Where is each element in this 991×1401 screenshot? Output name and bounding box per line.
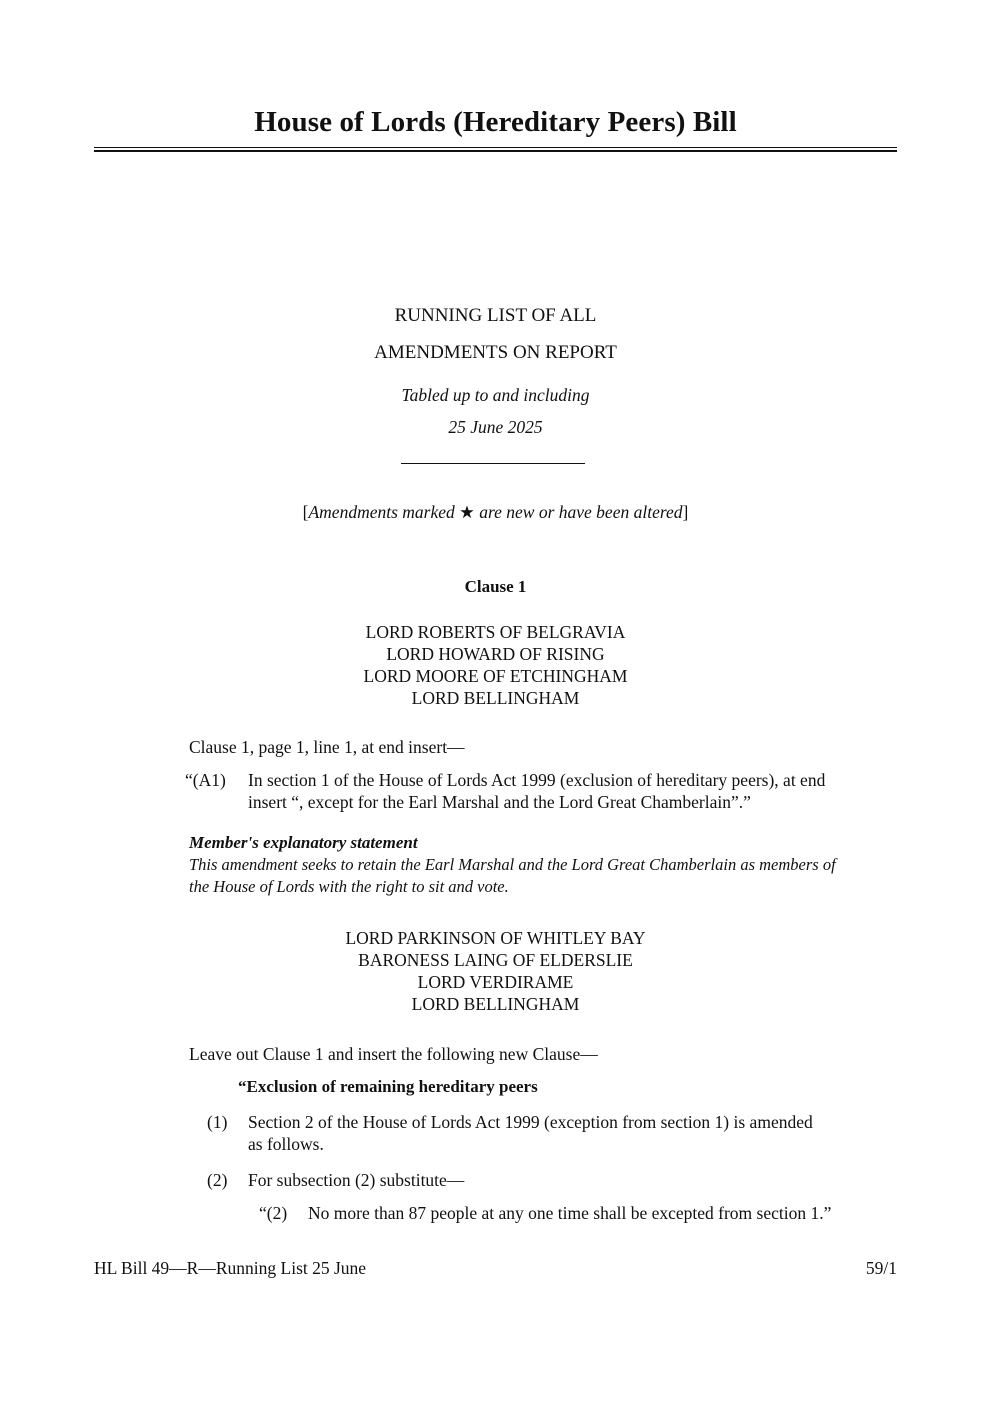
sponsor-name: LORD MOORE OF ETCHINGHAM: [363, 666, 628, 686]
explanatory-statement-line1: This amendment seeks to retain the Earl Marshal and the Lord Great Chamberlain as members of: [189, 855, 836, 874]
footer-page-number: 59/1: [865, 1258, 897, 1278]
amendment-2-instruction: Leave out Clause 1 and insert the following new Clause—: [189, 1044, 598, 1064]
sponsor-name: LORD HOWARD OF RISING: [386, 644, 605, 664]
star-icon: ★: [459, 502, 475, 522]
sponsor-name: LORD PARKINSON OF WHITLEY BAY: [345, 928, 646, 948]
title-rule-thick: [94, 150, 897, 152]
note-text-after: are new or have been altered: [474, 502, 683, 522]
subsection-2-number: (2): [207, 1170, 228, 1190]
clause-heading: Clause 1: [464, 577, 527, 596]
substituted-text: No more than 87 people at any one time shall be excepted from section 1.”: [308, 1203, 832, 1223]
sponsor-name: BARONESS LAING OF ELDERSLIE: [358, 950, 633, 970]
new-clause-heading: “Exclusion of remaining hereditary peers: [238, 1077, 538, 1096]
sponsor-name: LORD BELLINGHAM: [411, 994, 580, 1014]
subsection-1-line2: as follows.: [248, 1134, 324, 1154]
note-close-bracket: ]: [682, 502, 689, 522]
amendment-1-instruction: Clause 1, page 1, line 1, at end insert—: [189, 737, 465, 757]
footer-bill-reference: HL Bill 49—R—Running List 25 June: [94, 1258, 367, 1278]
amendment-2-sponsors: [0, 927, 991, 1015]
note-open-bracket: [: [302, 502, 309, 522]
divider-rule: [401, 463, 585, 464]
tabled-date: 25 June 2025: [448, 417, 543, 437]
sponsor-name: LORD BELLINGHAM: [411, 688, 580, 708]
title-rule-thin: [94, 147, 897, 148]
note-text-before: Amendments marked: [308, 502, 460, 522]
sponsor-name: LORD ROBERTS OF BELGRAVIA: [365, 622, 626, 642]
tabled-line1: Tabled up to and including: [401, 385, 590, 405]
substituted-number: “(2): [259, 1203, 288, 1223]
amendment-1-insert-line2: insert “, except for the Earl Marshal and the Lord Great Chamberlain”.”: [248, 792, 751, 812]
subsection-2-line1: For subsection (2) substitute—: [248, 1170, 465, 1190]
running-list-heading-line2: AMENDMENTS ON REPORT: [374, 342, 617, 363]
explanatory-statement-line2: the House of Lords with the right to sit and vote.: [189, 877, 509, 896]
bill-title: House of Lords (Hereditary Peers) Bill: [254, 106, 737, 138]
sponsor-name: LORD VERDIRAME: [417, 972, 574, 992]
running-list-heading-line1: RUNNING LIST OF ALL: [394, 305, 597, 326]
amendment-1-insert-line1: In section 1 of the House of Lords Act 1999 (exclusion of hereditary peers), at end: [248, 770, 826, 790]
subsection-1-number: (1): [207, 1112, 228, 1132]
amendment-1-sponsors: [0, 621, 991, 709]
amendments-marked-note: [0, 502, 991, 523]
subsection-1-line1: Section 2 of the House of Lords Act 1999 (exception from section 1) is amended: [248, 1112, 813, 1132]
amendment-1-insert-number: “(A1): [185, 770, 226, 790]
explanatory-statement-heading: Member's explanatory statement: [189, 833, 418, 852]
